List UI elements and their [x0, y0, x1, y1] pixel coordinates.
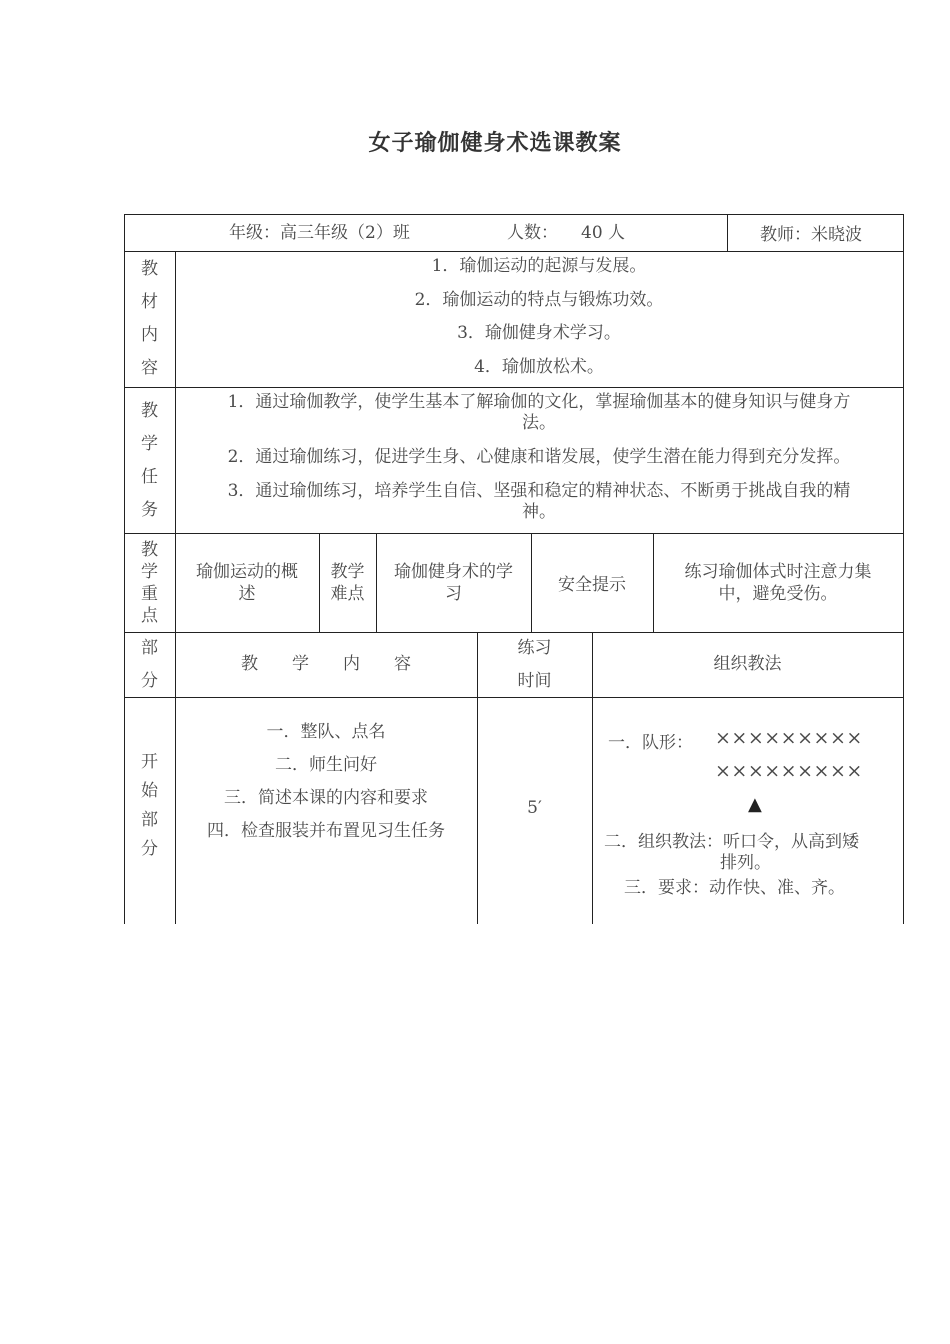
list-item: 1．瑜伽运动的起源与发展。 — [431, 256, 647, 276]
formation-label: 一．队形： — [608, 733, 693, 753]
list-item: 2．瑜伽运动的特点与锻炼功效。 — [414, 289, 664, 310]
table-divider — [124, 387, 904, 388]
list-item: 1．通过瑜伽教学，使学生基本了解瑜伽的文化，掌握瑜伽基本的健身知识与健身方 — [227, 392, 851, 412]
start-section-label: 开 始 部 分 — [141, 752, 158, 859]
table-divider — [124, 697, 904, 698]
difficulty-label: 教学 难点 — [330, 561, 365, 604]
list-item: 4．瑜伽放松术。 — [474, 356, 604, 377]
list-item-continuation: 法。 — [522, 413, 556, 433]
teacher-position-icon: ▲ — [748, 794, 762, 815]
teacher-name: 教师：米晓波 — [760, 225, 862, 245]
method-header: 组织教法 — [713, 653, 782, 674]
list-item: 3．瑜伽健身术学习。 — [457, 323, 621, 343]
start-section-time: 5′ — [527, 798, 542, 818]
table-border-top — [124, 214, 904, 215]
method-line: 二．组织教法：听口令，从高到矮 — [604, 832, 859, 852]
list-item: 四．检查服装并布置见习生任务 — [207, 821, 445, 841]
formation-row: ××××××××× — [715, 727, 863, 749]
content-header: 教 学 内 容 — [241, 653, 411, 674]
tasks-content — [175, 392, 903, 523]
list-item: 二．师生问好 — [275, 755, 377, 775]
requirement-line: 三．要求：动作快、准、齐。 — [624, 878, 845, 898]
method-line-continuation: 排列。 — [720, 853, 771, 873]
list-item: 一．整队、点名 — [266, 722, 386, 742]
list-item: 三．简述本课的内容和要求 — [224, 788, 428, 808]
student-count-label: 人数： — [507, 223, 558, 243]
material-label: 教 材 内 容 — [141, 259, 158, 378]
part-header: 部 分 — [141, 637, 158, 691]
start-section-content — [175, 716, 477, 848]
time-header: 练习 时间 — [517, 637, 552, 691]
page-title: 女子瑜伽健身术选课教案 — [368, 130, 622, 156]
formation-row: ××××××××× — [715, 760, 863, 782]
student-count-value: 40 人 — [581, 223, 626, 243]
list-item: 2．通过瑜伽练习，促进学生身、心健康和谐发展，使学生潜在能力得到充分发挥。 — [227, 447, 851, 467]
table-border-right — [903, 214, 904, 924]
list-item: 3．通过瑜伽练习，培养学生自信、坚强和稳定的精神状态、不断勇于挑战自我的精 — [227, 481, 851, 501]
list-item-continuation: 神。 — [522, 502, 556, 522]
safety-text: 练习瑜伽体式时注意力集 中，避免受伤。 — [684, 561, 872, 604]
table-divider — [727, 214, 728, 251]
safety-label: 安全提示 — [558, 575, 626, 595]
focus-text: 瑜伽运动的概 述 — [196, 561, 298, 604]
material-content — [175, 251, 903, 383]
focus-label: 教 学 重 点 — [141, 540, 158, 626]
grade-info: 年级：高三年级（2）班 — [229, 223, 410, 243]
tasks-label: 教 学 任 务 — [141, 401, 158, 520]
difficulty-text: 瑜伽健身术的学 习 — [394, 561, 513, 604]
